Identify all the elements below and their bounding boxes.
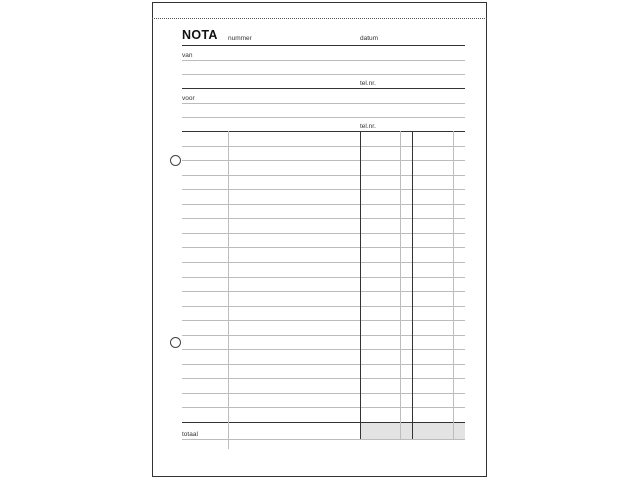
table-row-line xyxy=(182,306,465,307)
table-row-line xyxy=(182,189,465,190)
from-line-1 xyxy=(182,60,465,61)
total-label: totaal xyxy=(182,431,198,438)
table-row-line xyxy=(182,146,465,147)
table-row-line xyxy=(182,407,465,408)
column-divider-price-cents xyxy=(400,131,401,439)
table-row-line xyxy=(182,218,465,219)
table-row-line xyxy=(182,277,465,278)
phone-label-from: tel.nr. xyxy=(360,80,376,87)
table-row-line xyxy=(182,291,465,292)
table-row-line xyxy=(182,175,465,176)
column-divider-amount-cents xyxy=(453,131,454,439)
table-bottom-rule xyxy=(182,422,465,423)
table-row-line xyxy=(182,320,465,321)
column-divider-quantity xyxy=(228,131,229,449)
table-row-line xyxy=(182,378,465,379)
table-row-line xyxy=(182,393,465,394)
punch-hole-top xyxy=(170,155,181,166)
column-divider-price xyxy=(412,131,413,439)
for-line-1 xyxy=(182,103,465,104)
table-row-line xyxy=(182,262,465,263)
form-title: NOTA xyxy=(182,28,218,42)
for-label: voor xyxy=(182,95,195,102)
total-bottom-line xyxy=(182,439,465,440)
table-row-line xyxy=(182,233,465,234)
table-top-rule xyxy=(182,131,465,132)
table-row-line xyxy=(182,247,465,248)
number-label: nummer xyxy=(228,35,252,42)
total-shaded-cells xyxy=(361,422,465,439)
phone-label-for: tel.nr. xyxy=(360,123,376,130)
table-row-line xyxy=(182,335,465,336)
column-divider-description xyxy=(360,131,361,439)
table-row-line xyxy=(182,364,465,365)
from-line-2 xyxy=(182,74,465,75)
table-row-line xyxy=(182,204,465,205)
for-line-2 xyxy=(182,117,465,118)
punch-hole-bottom xyxy=(170,337,181,348)
from-section-rule xyxy=(182,88,465,89)
table-row-line xyxy=(182,349,465,350)
header-rule xyxy=(182,45,465,46)
from-label: van xyxy=(182,52,193,59)
table-row-line xyxy=(182,160,465,161)
date-label: datum xyxy=(360,35,379,42)
perforation-line xyxy=(152,18,487,19)
